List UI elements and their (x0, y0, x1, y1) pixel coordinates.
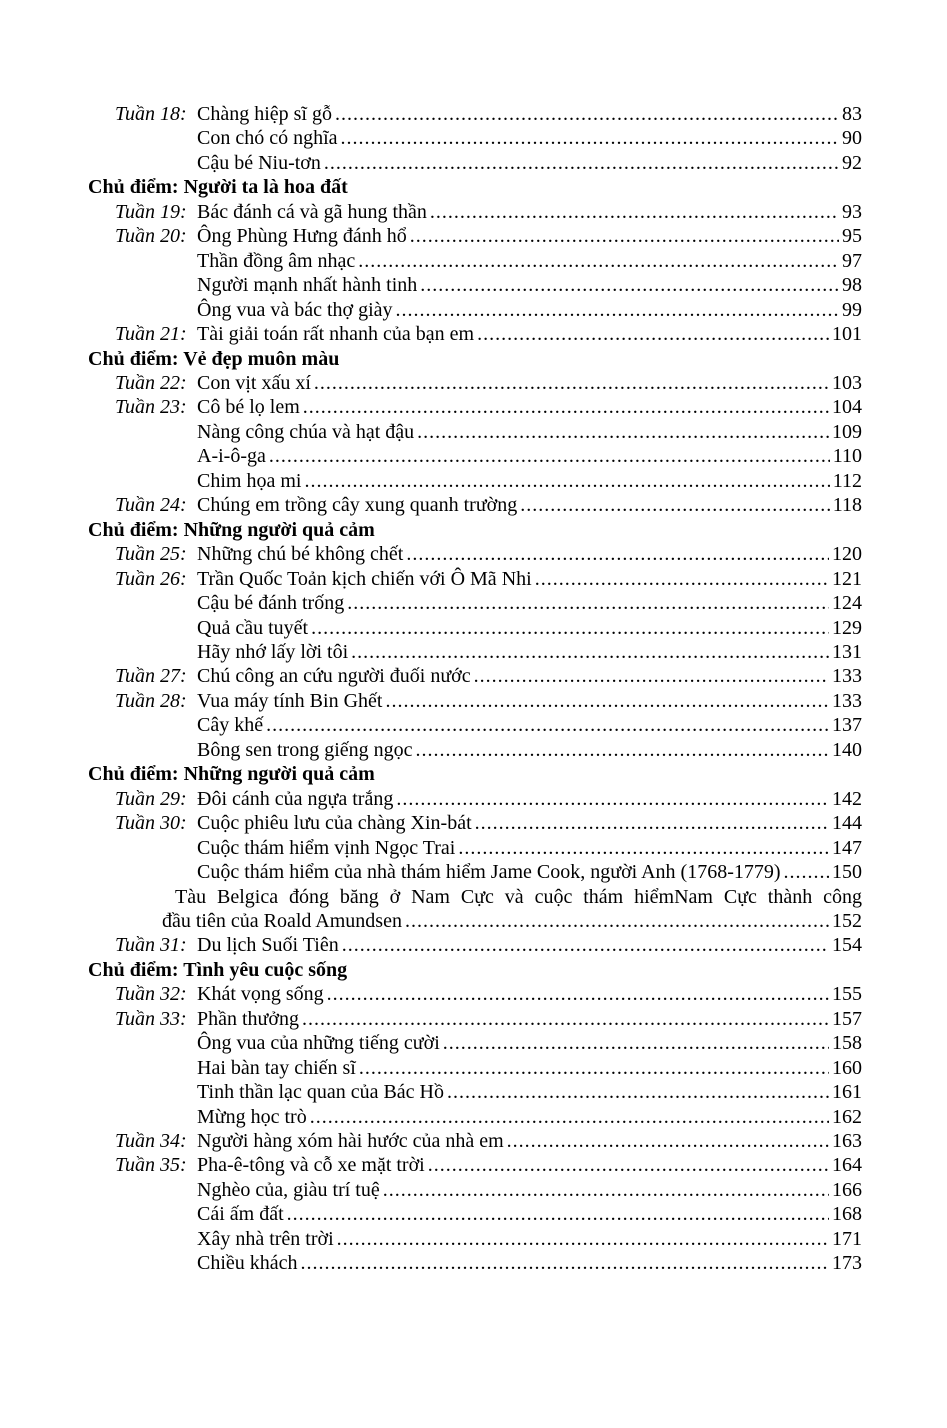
toc-entry (0, 664, 862, 688)
week-label: Tuần 24: (115, 494, 187, 517)
toc-entry (0, 542, 862, 566)
page-number: 150 (832, 861, 862, 884)
dot-leader (784, 860, 829, 884)
toc-entry (0, 151, 862, 175)
dot-leader (337, 1227, 829, 1251)
entry-title: Cuộc phiêu lưu của chàng Xin-bát (197, 812, 472, 835)
page-number: 83 (842, 103, 862, 125)
dot-leader (396, 787, 829, 811)
week-label: Tuần 34: (115, 1130, 187, 1153)
entry-title: Cái ấm đất (197, 1203, 284, 1226)
dot-leader (417, 420, 829, 444)
page-number: 104 (832, 396, 862, 419)
dot-leader (535, 567, 829, 591)
entry-title: Cuộc thám hiểm của nhà thám hiểm Jame Cook, người Anh (1768-1779) (197, 861, 781, 884)
entry-title: Chúng em trồng cây xung quanh trường (197, 494, 518, 517)
section-title: Chủ điểm: Vẻ đẹp muôn màu (88, 347, 340, 370)
page-number: 121 (832, 567, 862, 590)
week-label: Tuần 28: (115, 689, 187, 712)
dot-leader (310, 1105, 829, 1129)
page-number: 155 (832, 983, 862, 1006)
week-label: Tuần 30: (115, 812, 187, 835)
week-label: Tuần 27: (115, 665, 187, 688)
toc-section-heading (0, 518, 862, 542)
week-label: Tuần 23: (115, 396, 187, 419)
dot-leader (335, 102, 839, 126)
dot-leader (385, 689, 829, 713)
toc-entry (0, 836, 862, 860)
toc-entry (0, 933, 862, 957)
week-label: Tuần 18: (115, 103, 187, 125)
toc-entry (0, 469, 862, 493)
page-number: 152 (832, 909, 862, 932)
section-title: Chủ điểm: Tình yêu cuộc sống (88, 958, 348, 981)
section-title: Chủ điểm: Những người quả cảm (88, 518, 375, 541)
toc-entry (0, 713, 862, 737)
page-number: 93 (842, 200, 862, 223)
toc-entry (0, 1105, 862, 1129)
dot-leader (520, 493, 829, 517)
page-number: 99 (842, 298, 862, 321)
toc-entry (0, 395, 862, 419)
dot-leader (341, 126, 839, 150)
entry-title: Ông vua của những tiếng cười (197, 1032, 440, 1055)
dot-leader (347, 591, 829, 615)
entry-title: Con vịt xấu xí (197, 371, 311, 394)
toc-entry (0, 273, 862, 297)
entry-title-line1: Tàu Belgica đóng băng ở Nam Cực và cuộc thám hiểmNam Cực thành công (175, 885, 862, 908)
dot-leader (324, 151, 839, 175)
entry-title: Quả cầu tuyết (197, 616, 309, 639)
page-number: 157 (832, 1007, 862, 1030)
page-number: 110 (832, 445, 862, 468)
entry-title: Cô bé lọ lem (197, 396, 300, 419)
entry-title: Pha-ê-tông và cỗ xe mặt trời (197, 1154, 425, 1177)
dot-leader (342, 933, 829, 957)
entry-title: Tinh thần lạc quan của Bác Hồ (197, 1081, 444, 1104)
week-label: Tuần 33: (115, 1007, 187, 1030)
toc-section-heading (0, 347, 862, 371)
toc-entry (0, 1227, 862, 1251)
week-label: Tuần 19: (115, 200, 187, 223)
dot-leader (266, 713, 829, 737)
toc-entry (0, 1080, 862, 1104)
entry-title: Hai bàn tay chiến sĩ (197, 1056, 356, 1079)
entry-title: Khát vọng sống (197, 983, 324, 1006)
toc-list (0, 102, 947, 1276)
toc-entry (0, 1202, 862, 1226)
toc-entry (0, 1007, 862, 1031)
dot-leader (428, 1153, 829, 1177)
dot-leader (507, 1129, 829, 1153)
toc-entry (0, 371, 862, 395)
dot-leader (405, 909, 829, 933)
week-label: Tuần 35: (115, 1154, 187, 1177)
dot-leader (287, 1202, 829, 1226)
toc-section-heading (0, 175, 862, 199)
entry-title: Bông sen trong giếng ngọc (197, 738, 413, 761)
page-number: 120 (832, 543, 862, 566)
page-number: 161 (832, 1081, 862, 1104)
toc-entry (0, 738, 862, 762)
toc-entry (0, 616, 862, 640)
page-number: 131 (832, 640, 862, 663)
entry-title: Vua máy tính Bin Ghết (197, 689, 383, 712)
page-number: 144 (832, 812, 862, 835)
week-label: Tuần 29: (115, 787, 187, 810)
entry-title: Người hàng xóm hài hước của nhà em (197, 1130, 504, 1153)
page-number: 147 (832, 836, 862, 859)
dot-leader (327, 982, 829, 1006)
toc-entry (0, 249, 862, 273)
toc-entry (0, 1153, 862, 1177)
dot-leader (430, 200, 839, 224)
dot-leader (301, 1251, 829, 1275)
week-label: Tuần 26: (115, 567, 187, 590)
toc-entry (0, 787, 862, 811)
dot-leader (358, 249, 839, 273)
page-number: 95 (842, 225, 862, 248)
entry-title: Chiều khách (197, 1252, 298, 1275)
entry-title: Chú công an cứu người đuối nước (197, 665, 471, 688)
toc-entry (0, 444, 862, 468)
page-number: 168 (832, 1203, 862, 1226)
dot-leader (304, 469, 829, 493)
entry-title: Nàng công chúa và hạt đậu (197, 420, 415, 443)
dot-leader (458, 836, 829, 860)
entry-title: Chim họa mi (197, 469, 302, 492)
entry-title: A-i-ô-ga (197, 445, 266, 468)
entry-title: Đôi cánh của ngựa trắng (197, 787, 394, 810)
dot-leader (269, 444, 830, 468)
toc-entry (0, 298, 862, 322)
toc-entry (0, 1056, 862, 1080)
entry-title: Chàng hiệp sĩ gỗ (197, 103, 332, 125)
week-label: Tuần 31: (115, 934, 187, 957)
page-number: 90 (842, 127, 862, 150)
page-number: 129 (832, 616, 862, 639)
toc-entry-wrapped (0, 885, 862, 909)
toc-section-heading (0, 762, 862, 786)
toc-entry (0, 860, 862, 884)
toc-entry (0, 200, 862, 224)
page-number: 137 (832, 714, 862, 737)
page-number: 158 (832, 1032, 862, 1055)
entry-title: Tài giải toán rất nhanh của bạn em (197, 323, 475, 346)
page-number: 133 (832, 689, 862, 712)
toc-entry (0, 126, 862, 150)
page-number: 162 (832, 1105, 862, 1128)
toc-entry (0, 567, 862, 591)
entry-title: Cuộc thám hiểm vịnh Ngọc Trai (197, 836, 456, 859)
toc-entry (0, 1178, 862, 1202)
page-number: 92 (842, 151, 862, 174)
entry-title: Cây khế (197, 714, 264, 737)
toc-entry (0, 493, 862, 517)
entry-title: Ông Phùng Hưng đánh hổ (197, 225, 407, 248)
entry-title: Người mạnh nhất hành tinh (197, 274, 418, 297)
dot-leader (302, 1007, 829, 1031)
dot-leader (303, 395, 829, 419)
entry-title: Con chó có nghĩa (197, 127, 338, 150)
dot-leader (311, 616, 829, 640)
toc-entry (0, 982, 862, 1006)
entry-title: Mừng học trò (197, 1105, 307, 1128)
dot-leader (410, 224, 839, 248)
page-number: 124 (832, 592, 862, 615)
week-label: Tuần 32: (115, 983, 187, 1006)
entry-title: Ông vua và bác thợ giày (197, 298, 393, 321)
entry-title: Xây nhà trên trời (197, 1227, 334, 1250)
page-number: 118 (832, 494, 862, 517)
page-number: 142 (832, 787, 862, 810)
toc-entry (0, 420, 862, 444)
entry-title: Bác đánh cá và gã hung thần (197, 200, 427, 223)
page-number: 173 (832, 1252, 862, 1275)
page-number: 171 (832, 1227, 862, 1250)
page-number: 164 (832, 1154, 862, 1177)
page-number: 98 (842, 274, 862, 297)
page-number: 160 (832, 1056, 862, 1079)
section-title: Chủ điểm: Người ta là hoa đất (88, 176, 348, 199)
dot-leader (475, 811, 829, 835)
entry-title: Phần thưởng (197, 1007, 299, 1030)
toc-entry (0, 640, 862, 664)
section-title: Chủ điểm: Những người quả cảm (88, 763, 375, 786)
dot-leader (420, 273, 839, 297)
entry-title: Nghèo của, giàu trí tuệ (197, 1178, 380, 1201)
page-number: 97 (842, 249, 862, 272)
page-number: 166 (832, 1178, 862, 1201)
dot-leader (406, 542, 829, 566)
entry-title: Thần đồng âm nhạc (197, 249, 356, 272)
toc-entry (0, 1129, 862, 1153)
entry-title: Hãy nhớ lấy lời tôi (197, 640, 349, 663)
toc-entry (0, 224, 862, 248)
page-number: 103 (832, 371, 862, 394)
dot-leader (443, 1031, 829, 1055)
entry-title: Cậu bé đánh trống (197, 592, 345, 615)
entry-title: Cậu bé Niu-tơn (197, 151, 321, 174)
toc-section-heading (0, 958, 862, 982)
toc-entry (0, 1031, 862, 1055)
page-number: 101 (832, 323, 862, 346)
dot-leader (314, 371, 829, 395)
toc-entry-wrapped-continuation (0, 909, 862, 933)
toc-entry (0, 591, 862, 615)
page-number: 112 (832, 469, 862, 492)
entry-title: Du lịch Suối Tiên (197, 934, 339, 957)
toc-entry (0, 102, 862, 126)
dot-leader (351, 640, 829, 664)
dot-leader (474, 664, 829, 688)
dot-leader (477, 322, 829, 346)
entry-title-line2: đầu tiên của Roald Amundsen (162, 909, 402, 932)
dot-leader (396, 298, 839, 322)
page-number: 133 (832, 665, 862, 688)
dot-leader (416, 738, 829, 762)
week-label: Tuần 21: (115, 323, 187, 346)
entry-title: Trần Quốc Toản kịch chiến với Ô Mã Nhi (197, 567, 532, 590)
week-label: Tuần 25: (115, 543, 187, 566)
dot-leader (359, 1056, 829, 1080)
toc-entry (0, 1251, 862, 1275)
week-label: Tuần 22: (115, 371, 187, 394)
page-number: 140 (832, 738, 862, 761)
entry-title: Những chú bé không chết (197, 543, 404, 566)
page-number: 154 (832, 934, 862, 957)
toc-entry (0, 689, 862, 713)
page-number: 109 (832, 420, 862, 443)
dot-leader (383, 1178, 829, 1202)
page-number: 163 (832, 1130, 862, 1153)
dot-leader (447, 1080, 829, 1104)
week-label: Tuần 20: (115, 225, 187, 248)
toc-entry (0, 322, 862, 346)
toc-entry (0, 811, 862, 835)
